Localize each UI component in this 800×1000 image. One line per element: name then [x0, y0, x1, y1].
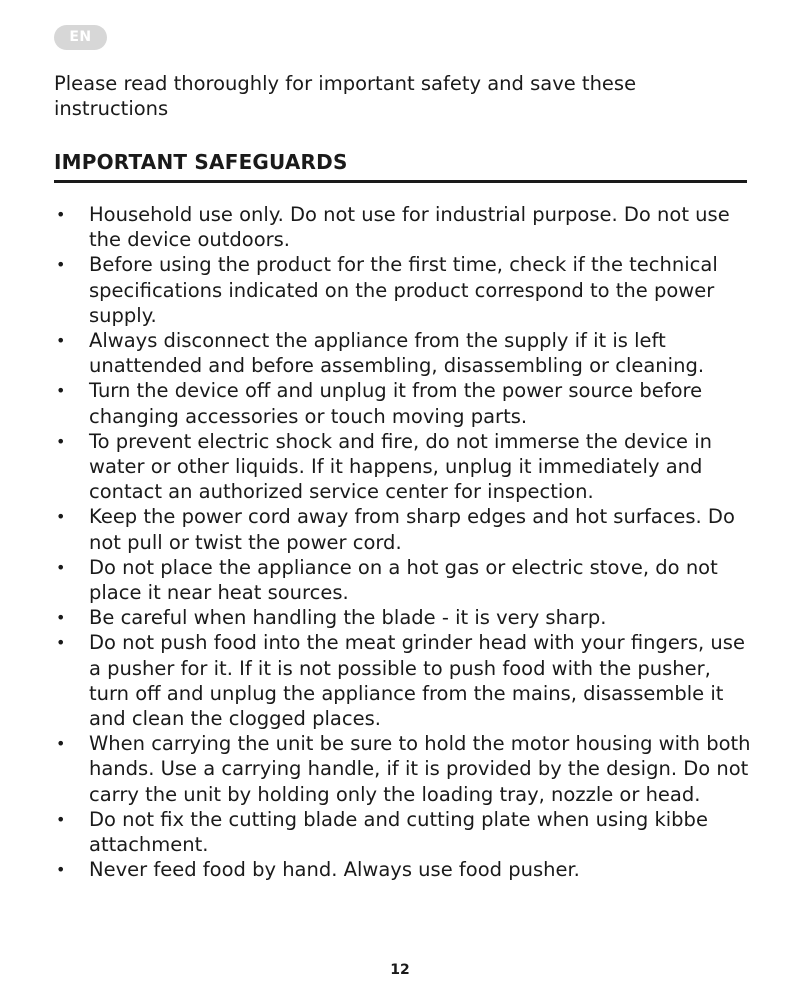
list-item	[54, 605, 754, 630]
list-item-text: Do not fix the cutting blade and cutting plate when using kibbe attachment.	[89, 807, 708, 857]
bullet-icon: •	[56, 557, 66, 577]
bullet-icon: •	[56, 431, 66, 451]
list-item	[54, 807, 754, 857]
bullet-icon: •	[56, 809, 66, 829]
bullet-icon: •	[56, 507, 66, 527]
bullet-icon: •	[56, 331, 66, 351]
heading-divider	[54, 180, 747, 183]
section-heading: IMPORTANT SAFEGUARDS	[54, 150, 348, 174]
bullet-icon: •	[56, 381, 66, 401]
list-item	[54, 202, 754, 252]
list-item-text: Be careful when handling the blade - it is very sharp.	[89, 606, 607, 630]
list-item-text: Keep the power cord away from sharp edges and hot surfaces. Do not pull or twist the power cord.	[89, 505, 735, 554]
bullet-icon: •	[56, 633, 66, 653]
list-item-text: Never feed food by hand. Always use food pusher.	[89, 858, 580, 882]
list-item-text: Turn the device off and unplug it from the power source before changing accessories or touch moving parts.	[89, 379, 703, 428]
list-item-text: Do not push food into the meat grinder head with your fingers, use a pusher for it. If it is not possible to push food with the pusher, turn off and unplug the appliance from the mains, disassemble it and clean the clogged places.	[89, 631, 745, 731]
list-item	[54, 378, 754, 428]
page-number: 12	[390, 962, 410, 978]
bullet-icon: •	[56, 860, 66, 880]
bullet-icon: •	[56, 205, 66, 224]
list-item	[54, 504, 754, 554]
list-item	[54, 252, 754, 328]
list-item-text: Before using the product for the first time, check if the technical specifications indicated on the product correspond to the power supply.	[89, 253, 718, 327]
safeguards-list	[54, 202, 754, 882]
list-item	[54, 731, 754, 807]
bullet-icon: •	[56, 734, 66, 754]
bullet-icon: •	[56, 255, 66, 275]
list-item-text: To prevent electric shock and fire, do not immerse the device in water or other liquids. If it happens, unplug it immediately and contact an authorized service center for inspection.	[89, 429, 713, 504]
list-item	[54, 429, 754, 505]
list-item	[54, 630, 754, 731]
list-item	[54, 857, 754, 882]
bullet-icon: •	[56, 608, 66, 628]
language-badge: EN	[54, 25, 107, 50]
list-item	[54, 328, 754, 378]
intro-text: Please read thoroughly for important safety and save these instructions	[54, 72, 637, 120]
list-item-text: Do not place the appliance on a hot gas or electric stove, do not place it near heat sources.	[89, 555, 718, 605]
list-item-text: Always disconnect the appliance from the supply if it is left unattended and before assembling, disassembling or cleaning.	[89, 329, 705, 378]
list-item-text: When carrying the unit be sure to hold the motor housing with both hands. Use a carrying handle, if it is provided by the design. Do not carry the unit by holding only the loading tray, nozzle or head.	[89, 732, 751, 806]
list-item-text: Household use only. Do not use for industrial purpose. Do not use the device outdoors.	[89, 203, 730, 252]
list-item	[54, 555, 754, 605]
